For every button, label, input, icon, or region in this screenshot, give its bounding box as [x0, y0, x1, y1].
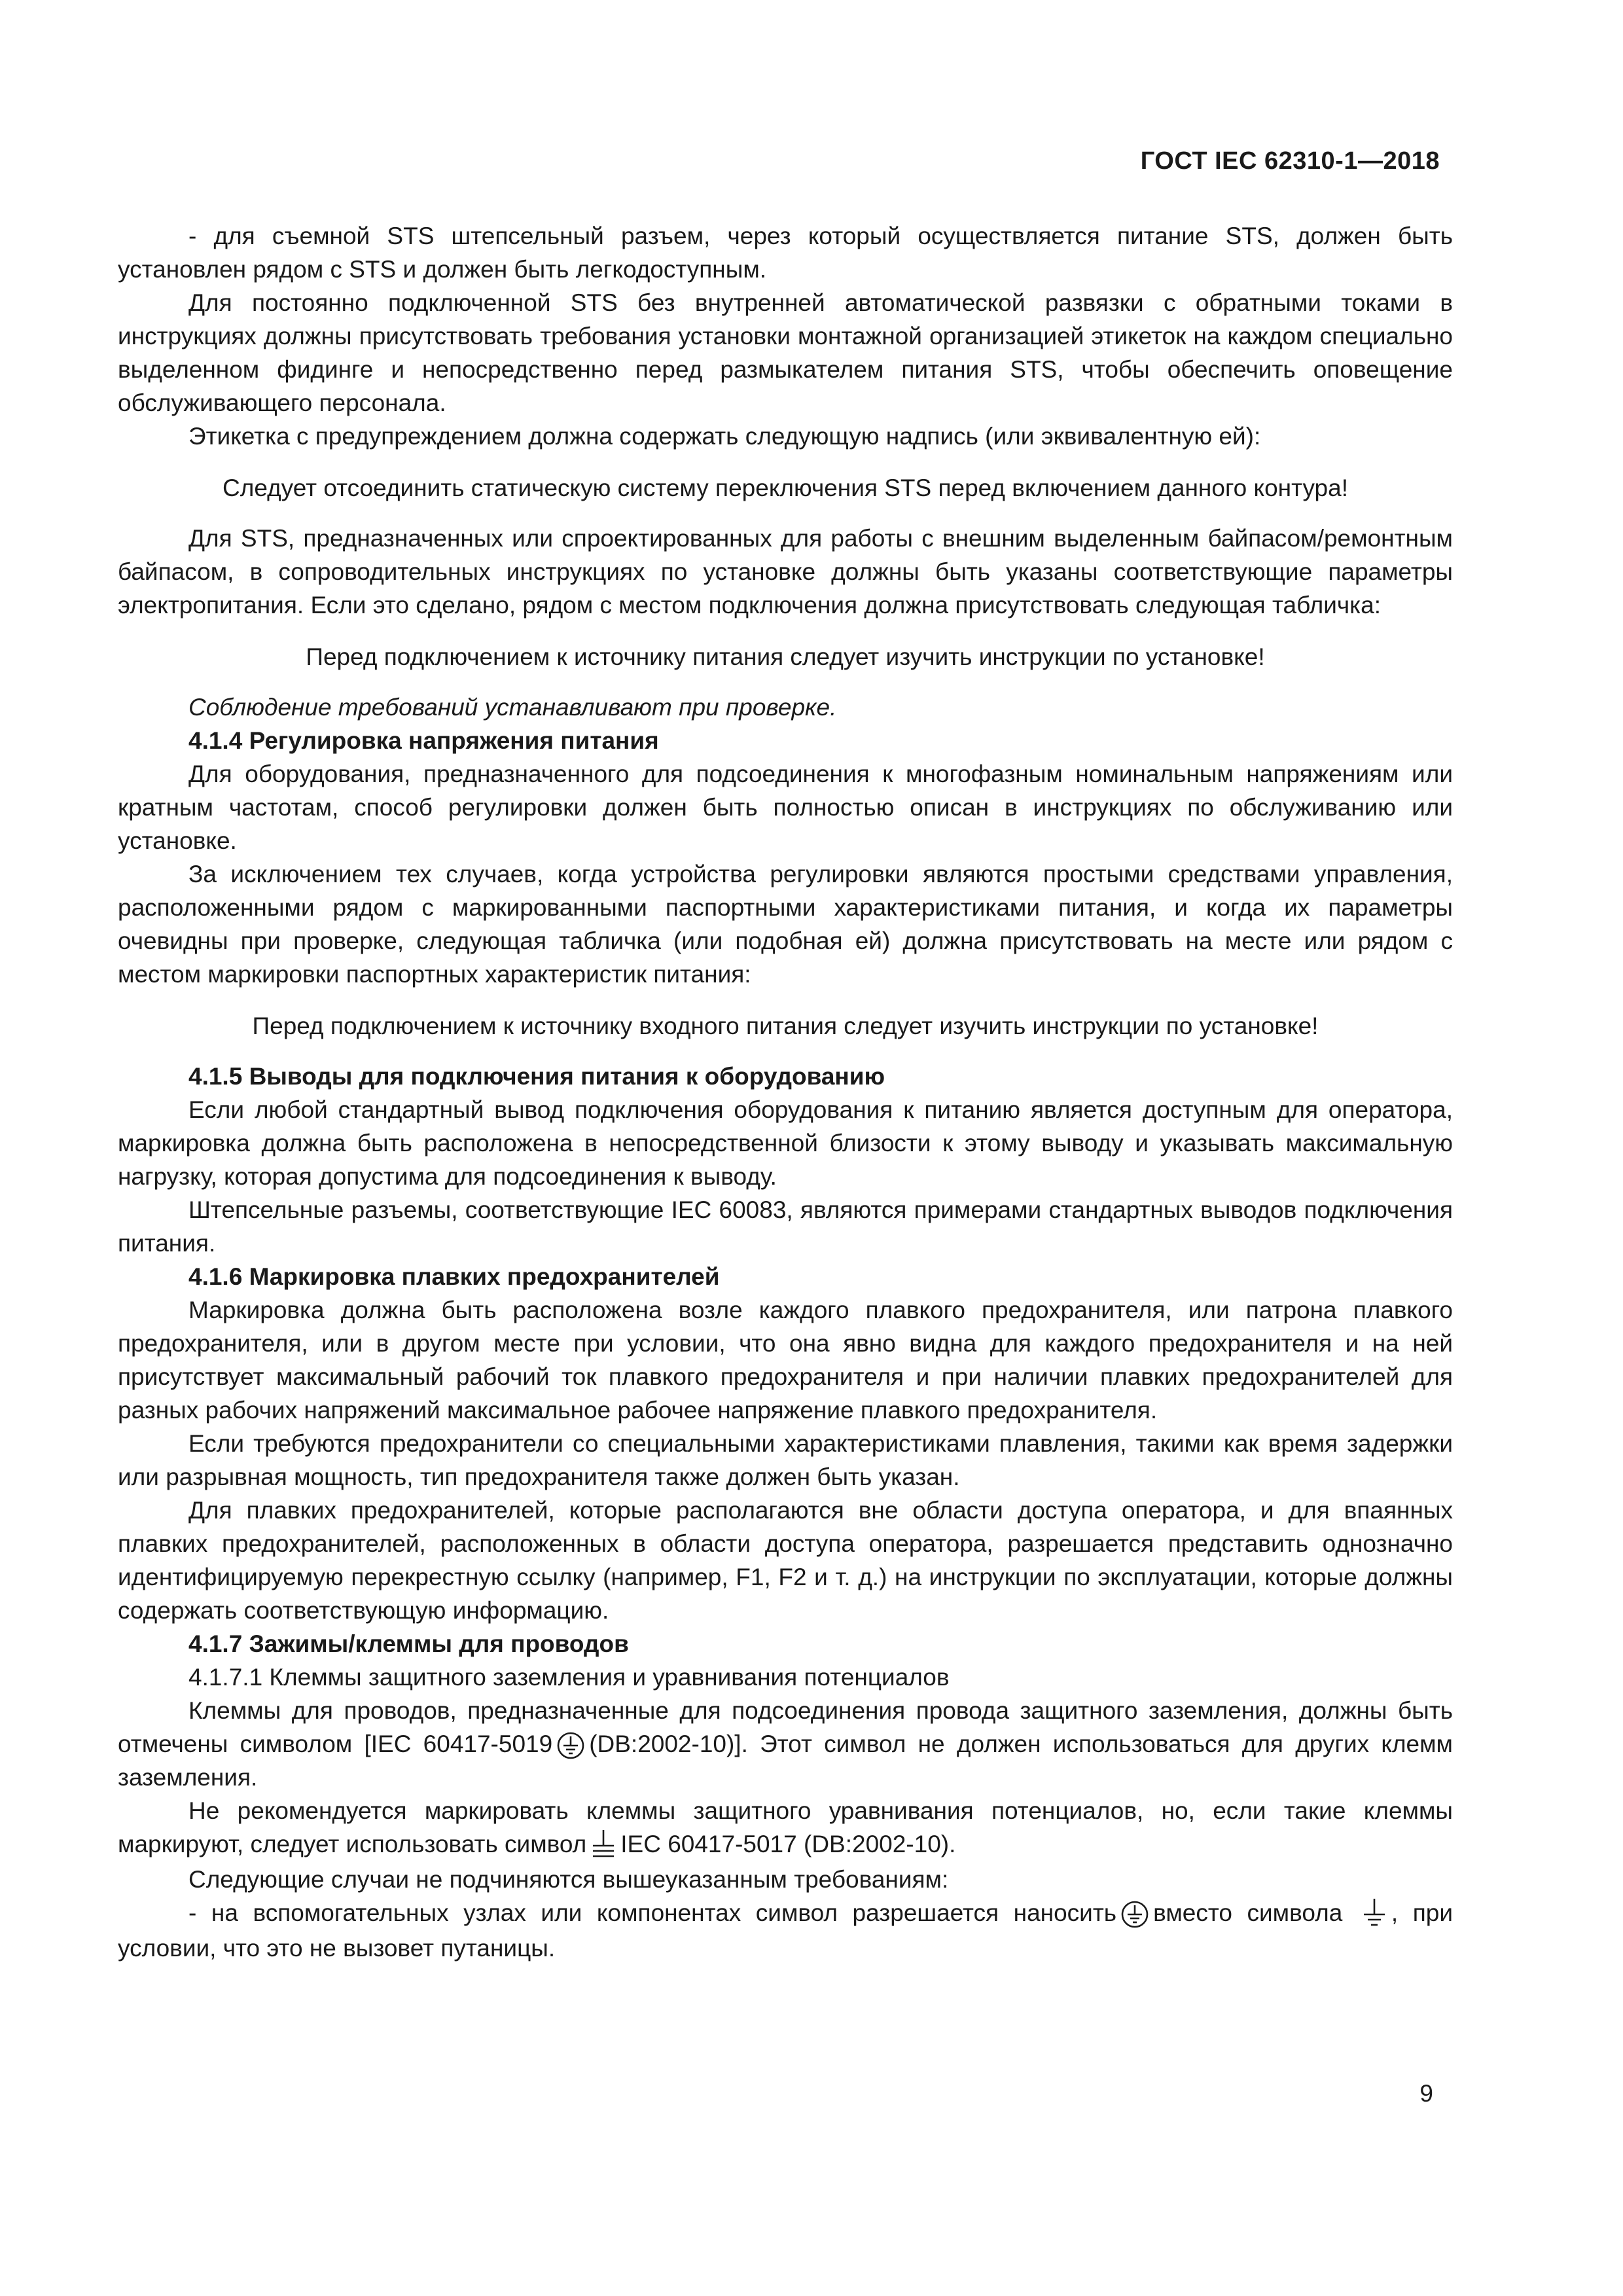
standard-header: ГОСТ IEC 62310-1—2018	[1140, 147, 1440, 175]
paragraph: Если любой стандартный вывод подключения оборудования к питанию является доступным для оператора, маркировка должна быть расположена в непосредственной близости к этому выводу и указывать максимальную нагрузку, которая допустима для подсоединения к выводу.	[118, 1096, 1453, 1190]
paragraph: Этикетка с предупреждением должна содержать следующую надпись (или эквивалентную ей):	[188, 423, 1261, 450]
protective-earth-icon	[1120, 1900, 1149, 1929]
subsection-heading-4-1-7-1: 4.1.7.1 Клеммы защитного заземления и уравнивания потенциалов	[188, 1664, 950, 1691]
paragraph: Маркировка должна быть расположена возле каждого плавкого предохранителя, или патрона плавкого предохранителя, или в другом месте при условии, что она явно видна для каждого предохранителя и на ней присутствует максимальный рабочий ток плавкого предохранителя и при наличии плавких предохранителей для разных рабочих напряжений максимальное рабочее напряжение плавкого предохранителя.	[118, 1297, 1453, 1424]
warning-label-text: Перед подключением к источнику входного питания следует изучить инструкции по установке!	[252, 1013, 1319, 1039]
paragraph: Если требуются предохранители со специальными характеристиками плавления, такими как время задержки или разрывная мощность, тип предохранителя также должен быть указан.	[118, 1430, 1453, 1490]
paragraph: Для плавких предохранителей, которые располагаются вне области доступа оператора, и для впаянных плавких предохранителей, расположенных в области доступа оператора, разрешается представить однозначно идентифицируемую перекрестную ссылку (например, F1, F2 и т. д.) на инструкции по эксплуатации, которые должны содержать соответствующую информацию.	[118, 1497, 1453, 1624]
paragraph: Следующие случаи не подчиняются вышеуказанным требованиям:	[188, 1866, 949, 1893]
equipotential-icon	[590, 1829, 616, 1863]
document-body	[118, 219, 1453, 1965]
section-heading-4-1-5: 4.1.5 Выводы для подключения питания к оборудованию	[188, 1063, 885, 1090]
paragraph: Штепсельные разъемы, соответствующие IEC 60083, являются примерами стандартных выводов подключения питания.	[118, 1196, 1453, 1257]
warning-label-text: Следует отсоединить статическую систему переключения STS перед включением данного контура!	[223, 475, 1348, 501]
earth-ground-icon	[1361, 1897, 1387, 1931]
paragraph: Для постоянно подключенной STS без внутренней автоматической развязки с обратными токами в инструкциях должны присутствовать требования установки монтажной организацией этикеток на каждом специально выделенном фидинге и непосредственно перед размыкателем питания STS, чтобы обеспечить оповещение обслуживающего персонала.	[118, 289, 1453, 416]
paragraph: За исключением тех случаев, когда устройства регулировки являются простыми средствами управления, расположенными рядом с маркированными паспортными характеристиками питания, и когда их параметры очевидны при проверке, следующая табличка (или подобная ей) должна присутствовать на месте или рядом с местом маркировки паспортных характеристик питания:	[118, 861, 1453, 988]
paragraph: - на вспомогательных узлах или компонентах символ разрешается наносить вместо символа , при условии, что это не вызовет путаницы.	[118, 1896, 1453, 1965]
section-heading-4-1-7: 4.1.7 Зажимы/клеммы для проводов	[188, 1630, 629, 1657]
warning-label-text: Перед подключением к источнику питания следует изучить инструкции по установке!	[306, 643, 1265, 670]
paragraph: Для оборудования, предназначенного для подсоединения к многофазным номинальным напряжениям или кратным частотам, способ регулировки должен быть полностью описан в инструкциях по обслуживанию или установке.	[118, 761, 1453, 854]
paragraph: Для STS, предназначенных или спроектированных для работы с внешним выделенным байпасом/ремонтным байпасом, в сопроводительных инструкциях по установке должны быть указаны соответствующие параметры электропитания. Если это сделано, рядом с местом подключения должна присутствовать следующая табличка:	[118, 525, 1453, 619]
protective-earth-icon	[556, 1731, 585, 1760]
compliance-note: Соблюдение требований устанавливают при проверке.	[188, 694, 837, 721]
page-number: 9	[1419, 2080, 1433, 2107]
section-heading-4-1-4: 4.1.4 Регулировка напряжения питания	[188, 727, 659, 754]
paragraph: Клеммы для проводов, предназначенные для подсоединения провода защитного заземления, должны быть отмечены символом [IEC 60417-5019 (DB:2002-10)]. Этот символ не должен использоваться для других клемм заземления.	[118, 1697, 1453, 1791]
section-heading-4-1-6: 4.1.6 Маркировка плавких предохранителей	[188, 1263, 720, 1290]
paragraph: Не рекомендуется маркировать клеммы защитного уравнивания потенциалов, но, если такие клеммы маркируют, следует использовать символ IEC 60417-5017 (DB:2002-10).	[118, 1794, 1453, 1863]
paragraph: - для съемной STS штепсельный разъем, через который осуществляется питание STS, должен быть установлен рядом с STS и должен быть легкодоступным.	[118, 223, 1453, 283]
